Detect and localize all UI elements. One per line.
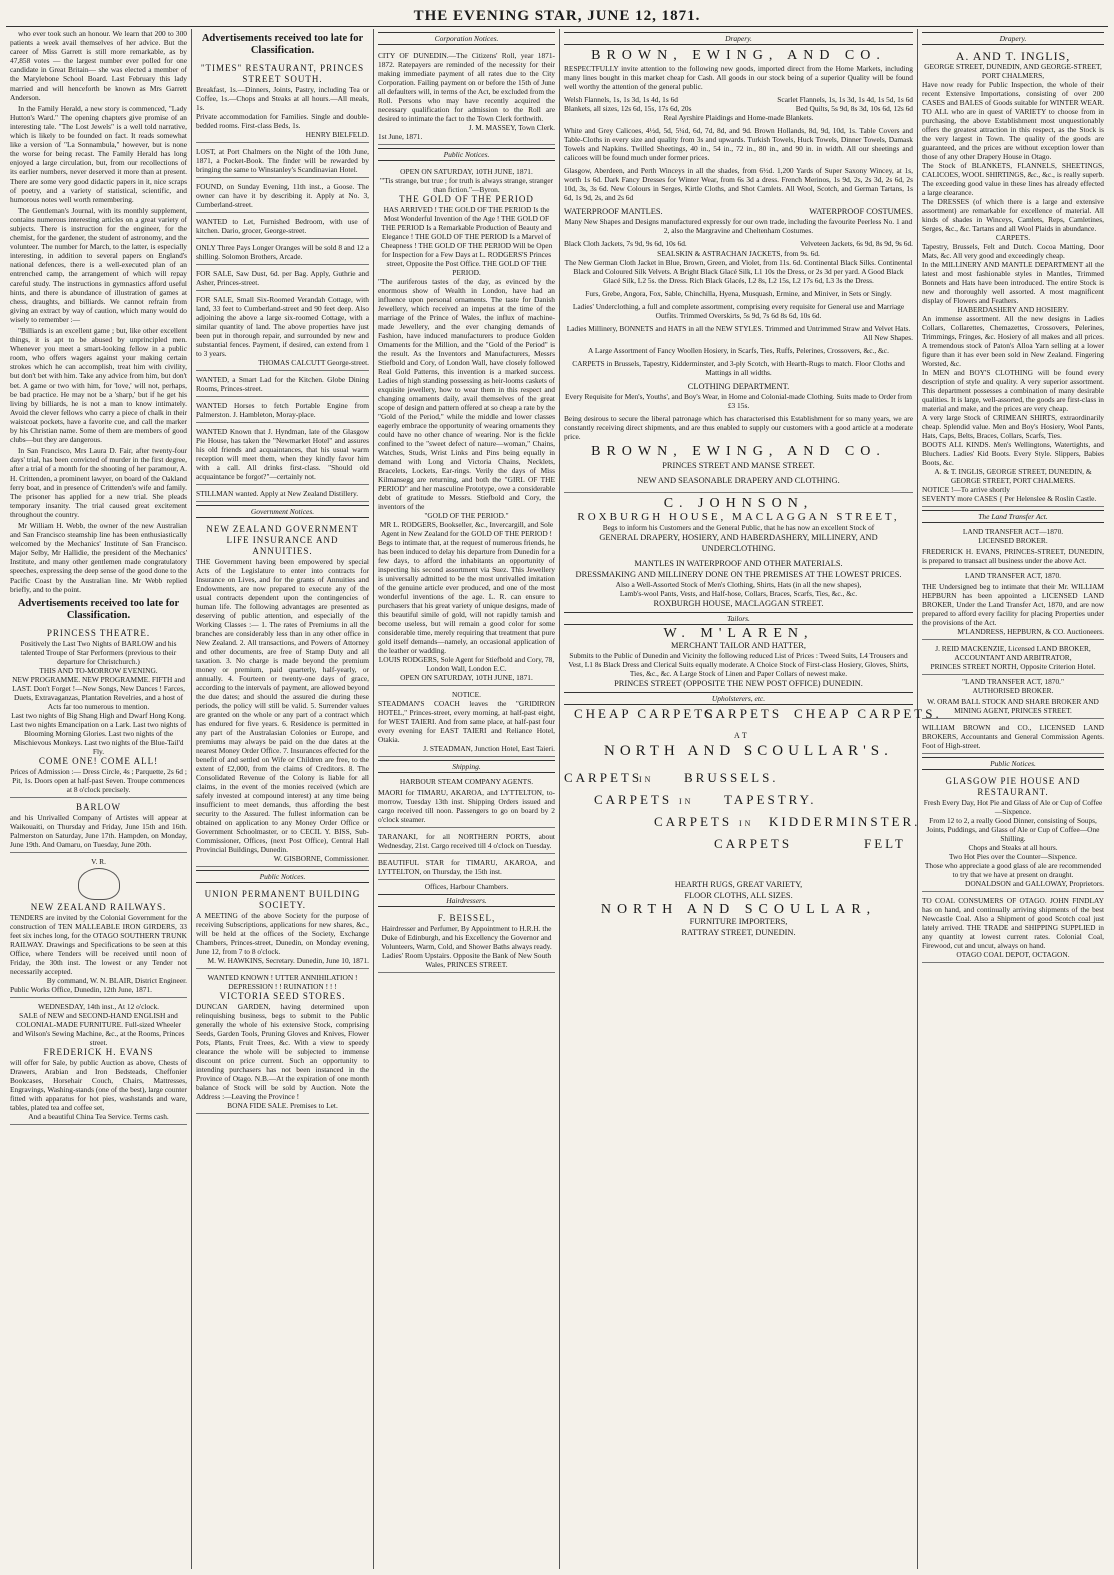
ad-building-society bbox=[196, 887, 369, 969]
ad-body: RESPECTFULLY invite attention to the following new goods, imported direct from the Home Markets, including many lines bought in this market cheap for Cash. All goods in our stock being of a superior Quality will be found well worthy the attention of the general public. bbox=[564, 64, 913, 92]
ad-title: BARLOW bbox=[76, 801, 121, 812]
section-heading: Public Notices. bbox=[196, 870, 369, 883]
price-item: Black Cloth Jackets, 7s 9d, 9s 6d, 10s 6d. bbox=[564, 239, 687, 249]
ad-body: Public Works Office, Dunedin, 12th June, 1871. bbox=[10, 984, 153, 994]
ad-body: Ladies Millinery, BONNETS and HATS in all the NEW STYLES. Trimmed and Untrimmed Straw and Velvet Hats. bbox=[566, 323, 911, 333]
price-row bbox=[564, 239, 913, 248]
ad-body: Hairdresser and Perfumer, By Appointment to H.R.H. the Duke of Edinburgh, and his Excellency the Governor and Volunteers, Warm, Cold, and Shower Baths always ready. Ladies' Room Upstairs. Opposite the Bank of New South Wales, PRINCES STREET. bbox=[381, 924, 552, 970]
ad-body: "GOLD OF THE PERIOD." bbox=[424, 511, 509, 521]
ad-title: VICTORIA SEED STORES. bbox=[219, 991, 346, 1002]
section-heading: Shipping. bbox=[378, 760, 555, 773]
ad-text: FELT bbox=[864, 836, 906, 852]
ad-furniture-sale bbox=[10, 1000, 187, 1125]
ad-gold-of-the-period bbox=[378, 165, 555, 686]
article-paragraph: In San Francisco, Mrs Laura D. Fair, after twenty-four days' trial, has been convicted of murder in the first degree, after a trial of a month for the shooting of her paramour, A. H. Crittenden, a prominent lawyer, on board of the Oakland ferry boat, and in presence of Crittenden's wife and family. The prisoner has applied for a new trial. She pleads temporary insanity. The trial caused great excitement throughout the country. bbox=[10, 446, 187, 519]
ad-text: IN bbox=[639, 775, 654, 785]
ad-body: Positively the Last Two Nights of BARLOW and his talented Troupe of Star Performers (previous to their departure for Christchurch.) bbox=[20, 638, 177, 666]
ad-body: Chops and Steaks at all hours. bbox=[968, 843, 1058, 853]
ad-land-broker bbox=[922, 642, 1104, 675]
ad-land-broker: FREDERICK H. EVANS, PRINCES-STREET, DUNEDIN, is prepared to transact all business under the above Act. bbox=[922, 545, 1104, 569]
ad-text: IN bbox=[679, 797, 694, 807]
ad-times-restaurant bbox=[196, 61, 369, 143]
ad-seed-stores bbox=[196, 971, 369, 1114]
ad-subtitle: MERCHANT TAILOR AND HATTER, bbox=[671, 641, 806, 651]
ad-body: DUNCAN GARDEN, having determined upon relinquishing business, begs to submit to the Public generally the whole of his extensive Stock, comprising Seeds, Garden Tools, Pruning Gloves and Knives, Flower Pots, Plants, Fruit Trees, &c. With a view to speedy clearance the whole will be subjected to immense discount on price current. Such an opportunity to intending purchasers has not been instanced in the Province of Otago. N.B.—At the expiration of one month balance of Stock will be sold by Auction. Note the Address :—Leaving the Province ! bbox=[196, 1002, 369, 1102]
ad-body: BOOTS ALL KINDS. Men's Wellingtons, Watertights, and Bluchers. Ladies' Kid Boots. Every Style. Slippers, Babies Boots, &c. bbox=[922, 440, 1104, 468]
price-item: Velveteen Jackets, 6s 9d, 8s 9d, 9s 6d. bbox=[800, 239, 913, 249]
ad-body: HAS ARRIVED ! THE GOLD OF THE PERIOD Is the Most Wonderful Invention of the Age ! THE GOLD OF THE PERIOD Is a Remarkable Production of Beauty and Elegance ! THE GOLD OF THE PERIOD Is a Marvel of Cheapness ! THE GOLD OF THE PERIOD Will be Open for Inspection for a Few Days at L. RODGERS'S Princes street, Opposite the Post Office. THE GOLD OF THE PERIOD. bbox=[380, 205, 553, 278]
ad-body: MR L. RODGERS, Bookseller, &c., Invercargill, and Sole Agent in New Zealand for the GOLD OF THE PERIOD ! bbox=[379, 520, 554, 539]
ad-text: CARPETS bbox=[654, 814, 733, 830]
ad-body: All New Shapes. bbox=[863, 332, 913, 342]
price-item: Blankets, all sizes, 12s 6d, 15s, 17s 6d, 20s bbox=[564, 104, 692, 114]
ad-signature: J. STEADMAN, Junction Hotel, East Taieri. bbox=[423, 744, 555, 754]
vr-label: V. R. bbox=[91, 856, 106, 866]
ad-body: LAND TRANSFER ACT, 1870. bbox=[964, 571, 1062, 581]
ad-text: KIDDERMINSTER. bbox=[769, 814, 921, 830]
price-item: WATERPROOF COSTUMES. bbox=[809, 207, 913, 217]
ad-signature: By command, W. N. BLAIR, District Engineer. bbox=[46, 975, 187, 985]
price-row bbox=[564, 104, 913, 113]
ad-coal bbox=[922, 894, 1104, 963]
ad-body: NOTICE !—To arrive shortly bbox=[922, 485, 1010, 495]
ad-city-notice bbox=[378, 49, 555, 145]
ad-title: BROWN, EWING, AND CO. bbox=[591, 443, 886, 459]
royal-crest-icon bbox=[78, 868, 120, 900]
ad-title: "TIMES" RESTAURANT, PRINCES STREET SOUTH. bbox=[200, 63, 365, 84]
price-item: Welsh Flannels, 1s, 1s 3d, 1s 4d, 1s 6d bbox=[564, 95, 678, 105]
ad-text: IN bbox=[739, 819, 754, 829]
section-heading: Advertisements received too late for Classification. bbox=[17, 597, 180, 621]
ad-body: TENDERS are invited by the Colonial Government for the construction of TEN MALLEABLE IRON GIRDERS, 33 feet six inches long, for the OTAGO SOUTHERN TRUNK RAILWAY. Drawings and Specifications to be seen at this Office, where Tenders will be received until noon of Friday, the 30th inst. The lowest or any Tender not necessarily accepted. bbox=[10, 912, 187, 976]
ad-body: PRINCES STREET NORTH, Opposite Criterion Hotel. bbox=[930, 662, 1096, 672]
ad-subtitle: FURNITURE IMPORTERS, bbox=[689, 917, 788, 927]
ad-body: J. REID MACKENZIE, Licensed LAND BROKER, ACCOUNTANT AND ARBITRATOR, bbox=[935, 644, 1091, 663]
ad-body: Submits to the Public of Dunedin and Vicinity the following reduced List of Prices : Tweed Suits, L4 Trousers and Vest, L1 8s Black Dress and Clerical Suits equally moderate. A Choice Stock of First-class Hosiery, Gloves, Shirts, Ties, &c., &c. A Large Stock of Linen and Paper Collars of newest make. bbox=[568, 651, 909, 679]
ad-land-broker: WILLIAM BROWN and CO., LICENSED LAND BROKERS, Accountants and General Commission Agents. Foot of High-street. bbox=[922, 721, 1104, 754]
ad-coach bbox=[378, 688, 555, 757]
ad-body: A very large Stock of CRIMEAN SHIRTS, extraordinarily cheap. Splendid value. Men and Boy's Hosiery, Wool Pants, Hats, Caps, Belts, Braces, Collars, Scarfs, Ties. bbox=[922, 413, 1104, 441]
ad-wanted: WANTED Horses to fetch Portable Engine from Palmerston. J. Hambleton, Moray-place. bbox=[196, 399, 369, 423]
ad-body: CARPETS in Brussels, Tapestry, Kidderminster, and 3-ply Scotch, with Hearth-Rugs to match. Floor Cloths and Mattings in all widths. bbox=[572, 358, 905, 377]
ad-subtitle: ROXBURGH HOUSE, MACLAGGAN STREET. bbox=[653, 598, 824, 608]
ad-title: C. JOHNSON, bbox=[663, 495, 814, 511]
ad-body: Furs, Grebe, Angora, Fox, Sable, Chinchilla, Hyena, Musquash, Ermine, and Miniver, in Sets or Singly. bbox=[585, 288, 892, 298]
ad-body: Offices, Harbour Chambers. bbox=[424, 882, 509, 892]
ad-title: GLASGOW PIE HOUSE AND RESTAURANT. bbox=[945, 776, 1081, 798]
ad-body: OPEN ON SATURDAY, 10TH JUNE, 1871. bbox=[400, 167, 533, 177]
ad-body: LICENSED BROKER. bbox=[978, 536, 1048, 546]
ad-text: CARPETS bbox=[714, 836, 793, 852]
ad-body: In MEN and BOY'S CLOTHING will be found every description of style and quality. A very superior assortment. This department possesses a combination of many desirable qualities. It is large, well-assorted, the goods are first-class in material and make, and the prices are very cheap. bbox=[922, 368, 1104, 414]
ad-subtitle: PRINCES STREET (OPPOSITE THE NEW POST OFFICE) DUNEDIN. bbox=[614, 679, 863, 689]
ad-railways bbox=[10, 855, 187, 998]
column-5 bbox=[918, 29, 1108, 1569]
ad-subtitle: HEARTH RUGS, GREAT VARIETY, bbox=[674, 880, 803, 890]
price-item: Scarlet Flannels, 1s, 1s 3d, 1s 4d, 1s 5d, 1s 6d bbox=[777, 95, 913, 105]
ad-subtitle: NEW AND SEASONABLE DRAPERY AND CLOTHING. bbox=[637, 475, 840, 485]
section-heading: Upholsterers, etc. bbox=[564, 692, 913, 705]
ad-text: CHEAP CARPETS. bbox=[794, 706, 942, 722]
ad-body: HABERDASHERY AND HOSIERY. bbox=[957, 305, 1069, 315]
ad-body: THIS AND TO-MORROW EVENING. bbox=[39, 665, 158, 675]
ad-hairdresser bbox=[378, 911, 555, 973]
ad-signature: J. M. MASSEY, Town Clerk. bbox=[468, 123, 555, 133]
ad-subtitle: ROXBURGH HOUSE, MACLAGGAN STREET, bbox=[577, 510, 900, 523]
ad-text: CARPETS bbox=[704, 706, 783, 722]
ad-stillman: STILLMAN wanted. Apply at New Zealand Distillery. bbox=[196, 487, 369, 502]
ad-title: F. BEISSEL, bbox=[437, 913, 496, 924]
ad-title: NEW ZEALAND RAILWAYS. bbox=[30, 901, 167, 912]
ad-body: Tapestry, Brussels, Felt and Dutch. Cocoa Matting, Door Mats, &c. All very good and exceedingly cheap. bbox=[922, 242, 1104, 261]
price-row bbox=[564, 95, 913, 104]
ad-body: Last two nights of Big Shang High and Dwarf Hong Kong. Last two nights Emancipation on a Lark. Last two nights of Blooming Morning Glories. Last two nights of the Mischievous Monkeys. Last two nights of the Blue-Tail'd Fly. bbox=[10, 710, 187, 756]
column-1 bbox=[6, 29, 192, 1569]
ad-body: A MEETING of the above Society for the purpose of receiving Subscriptions, applications for new shares, &c., will be held at the offices of the Society, Exchange Chambers, Princes-street, Dunedin, on Monday evening, June 12, from 7 to 8 o'clock. bbox=[196, 911, 369, 957]
ad-title: NORTH AND SCOULLAR, bbox=[600, 902, 877, 918]
ad-signature: M. W. HAWKINS, Secretary. Dunedin, June 10, 1871. bbox=[207, 956, 369, 966]
ad-subtitle: PRINCES STREET AND MANSE STREET. bbox=[662, 460, 815, 470]
ad-body: NOTICE. bbox=[452, 690, 481, 700]
ad-body: Begs to intimate that, at the request of numerous friends, he has been induced to delay his departure from Dunedin for a few days, to afford the inhabitants an opportunity of inspecting his second assortment via Suez. This Jewellery is universally admitted to be the most unrivalled imitation of the genuine article ever produced, and one of the most wonderful inventions of the age. L. R. can ensure to purchasers that his great variety of unique designs, made of this beautiful simile of gold, will not rapidly tarnish and become useless, but will remain a good color for some considerable time, merely requiring that treatment that pure gold itself demands—namely, an occasional application of the leather or wadding. bbox=[378, 538, 555, 656]
ad-body: BONA FIDE SALE. Premises to Let. bbox=[227, 1101, 338, 1111]
ad-body: Breakfast, 1s.—Dinners, Joints, Pastry, including Tea or Coffee, 1s.—Chops and Steaks at all hours.—All meals, 1s. bbox=[196, 85, 369, 112]
ad-wanted: WANTED to Let, Furnished Bedroom, with use of kitchen. Dario, grocer, George-street. bbox=[196, 215, 369, 239]
ad-body: A. & T. INGLIS, GEORGE STREET, DUNEDIN, & GEORGE STREET, PORT CHALMERS. bbox=[934, 467, 1092, 486]
ad-body: will offer for Sale, by public Auction as above, Chests of Drawers, Arabian and Iron Bedsteads, Cheffonier Bookcases, Horsehair Couch, Chairs, Mattresses, Engravings, Washing-stands (one of the best), large counter fitted with apparatus for hot pies, washstands and ware, tables, plated tea and coffee set, bbox=[10, 1057, 187, 1112]
article-paragraph: The Gentleman's Journal, with its monthly supplement, contains numerous interesting articles on a great variety of subjects. There is instruction for the engineer, for the chemist, for the gardener, the student of astronomy, and the volunteer. The number for March, to the latter, is especially interesting, in addition to several papers on England's national defences, there is a well-executed plan of an entrenched camp, the arrangement of which will repay careful study. The instructions in gymnastics afford useful hints, and there is abundance of illustration of games at chess, draughts, and billiards. We cannot refrain from giving an extract by way of caution, which many would do wisely to remember :— bbox=[10, 205, 187, 324]
article-paragraph: who ever took such an honour. We learn that 200 to 300 patients a week avail themselves of her advice. But the career of Miss Garrett is still more remarkable, as by 47,858 votes — the largest number ever polled for one candidate in Great Britain— she was elected a member of the Marylebone School Board. Last February this lady married and will henceforth be known as Mrs Garrett Anderson. bbox=[10, 29, 187, 102]
ad-body: Glasgow, Aberdeen, and Perth Winceys in all the shades, from 6½d. 1,200 Yards of Super Saxony Wincey, at 1s, worth 1s 6d. Dark Fancy Dresses for Winter Wear, from 6s 3d a dress. French Merinos, 1s 9d, 2s, 2s 3d, 2s 6d, 2s 10d, 3s, 3s 6d. New Colours in Serges, Kirtle Cloths, and Shot Camlets. All Wool, Scotch, and German Tartans, 1s 6d, 1s 9d, 2s, and 2s 6d bbox=[564, 166, 913, 203]
ad-wanted: WANTED Known that J. Hyndman, late of the Glasgow Pie House, has taken the "Newmarket Hotel" and assures his old friends and acquaintances, that his usual warm reception will meet them, when they kindly favor him with a call. All drinks first-class. "Should old acquaintance be forgot?"—certainly not. bbox=[196, 425, 369, 485]
ad-text: TAPESTRY. bbox=[724, 792, 817, 808]
ad-body: LAND TRANSFER ACT—1870. bbox=[962, 527, 1064, 537]
ad-body: In the MILLINERY AND MANTLE DEPARTMENT all the latest and most fashionable styles in Mantles, Trimmed Bonnets and Hats have been introduced. The entire Stock is new and thoroughly well assorted. A most magnificent display of Flowers and Feathers. bbox=[922, 260, 1104, 306]
column-2 bbox=[192, 29, 374, 1569]
price-item: WATERPROOF MANTLES. bbox=[564, 207, 663, 217]
ad-text: NORTH AND SCOULLAR'S. bbox=[604, 743, 893, 760]
ad-princess-theatre bbox=[10, 626, 187, 798]
ad-body: HARBOUR STEAM COMPANY AGENTS. bbox=[399, 777, 534, 787]
article-paragraph: In the Family Herald, a new story is commenced, "Lady Hutton's Ward." The opening chapters give promise of an interesting tale. "The Lost Jewels" is a well told narrative, which is likely to be founded on fact. It reads somewhat like a version of "La Sonnambula," however, but is none the worse for being recast. The Family Herald has long enjoyed a large circulation, but, from our recollections of its earlier numbers, never deserved it more than at present. There are some very good didactic papers in it, nice scraps of poetry, and a variety of statistical, scientific, and humorous notes well worth remembering. bbox=[10, 103, 187, 204]
ad-life-insurance bbox=[196, 522, 369, 867]
ad-share-broker: W. ORAM BALL STOCK AND SHARE BROKER AND MINING AGENT, PRINCES STREET. bbox=[922, 695, 1104, 719]
ad-body: Begs to inform his Customers and the General Public, that he has now an excellent Stock of bbox=[602, 522, 875, 532]
ad-body: Prices of Admission :— Dress Circle, 4s ; Parquette, 2s 6d ; Pit, 1s. Doors open at half-past Seven. Troupe commences at 8 o'clock precisely. bbox=[10, 766, 187, 794]
section-heading: Public Notices. bbox=[378, 148, 555, 161]
ad-body: THE Government having been empowered by special Acts of the Legislature to enter into contracts for Insurance on Lives, and for the grants of Annuities and Endowments, are now prepared to execute any of the usual contracts dependent upon the contingencies of human life. The following advantages are presented as deserving of public attention, and especially of the Working Classes :— 1. The rates of Premiums in all the branches are considerably less than in any other office in New Zealand. 2. All transactions, and Powers of Attorney and other documents, are free of Stamp Duty and all taxation. 3. No charge is made beyond the premium money or premium, paid quarterly, half-yearly, or annually. 4. Fourteen or twenty-one days of grace, according to the intervals of payment, are allowed beyond the due dates; and should the assured die during these periods, the policy will still be valid. 5. Surrender values are granted on the whole or any part of a contract which has endured for five years. 6. Residence is permitted in any part of the Australasian Colonies or Europe, and premiums may always be paid on the due dates at the nearest Money Order Office. 7. Insurances effected for the benefit of and settled on Wife or Children are free, to the extent of £2,000, from the claims of Creditors. 8. The Consolidated Revenue of the Colony is liable for all claims, in the event of the monies received (which are safely invested at compound interest) at any time being insufficient to meet demands, thus affording the best security to the Assured. The fullest information can be obtained on application to any Money Order Office or Government Schoolmaster, or to CECIL Y. BISS, Sub-Commissioner, Offices, (next Post Office), Central Hall Provincial Buildings, Dunedin. bbox=[196, 557, 369, 855]
ad-body: "The auriferous tastes of the day, as evinced by the enormous show of Wealth in London, have had an influence upon personal ornaments. The taste for Danish Jewellery, which received an impetus at the time of the marriage of the Prince of Wales, the influx of machine-made Jewellery, and the ever changing demands of Fashion, have induced manufacturers to produce Golden Ornaments for the Million, and the "Gold of the Period" is the result. As the Inventors and Manufacturers, Messrs Stiefbold and Cory, of London Wall, have closely followed Real Gold Patterns, this invention is a marked success. Ladies of high standing possessing as heir-looms caskets of exquisite jewellery, how to wear them in this respect and changing ornaments daily, avail themselves of the great scope of design and pattern offered at so cheap a rate by the "Gold of the Period," while the middle and lower classes eagerly embrace the opportunity of wearing ornaments they could have no other chance of wearing. Nor is the fickle confined to the "sweet defect of nature—woman," Chains, Watches, Studs, Wrist Links and Pins being equally in demand with Long and Victoria Chains, Necklets, Bracelets, Lockets, Ear-rings. Verily the days of Miss Kilmansegg are returning, and both the "GIRL OF THE PERIOD" and her masculine Prototype, owe a considerable debt of gratitude to Messrs. Stiefbold and Cory, the inventors of the bbox=[378, 277, 555, 512]
ad-title: W. M'LAREN, bbox=[663, 625, 814, 641]
ad-subtitle: CLOTHING DEPARTMENT. bbox=[687, 381, 790, 391]
ad-body: The DRESSES (of which there is a large and extensive assortment) are remarkable for excellence of material. All kinds of shades in Winceys, Camlets, Reps, Camletines, Serges, &c., &c. Tartans and all Wool Plaids in abundance. bbox=[922, 197, 1104, 234]
ad-body: A Large Assortment of Fancy Woollen Hosiery, in Scarfs, Ties, Ruffs, Pelerines, Crossovers, &c., &c. bbox=[588, 345, 889, 355]
ad-signature: M'LANDRESS, HEPBURN, & CO. Auctioneers. bbox=[957, 627, 1104, 637]
ad-body: THE Undersigned beg to intimate that their Mr. WILLIAM HEPBURN has been appointed a LICENSED LAND BROKER, Under the Land Transfer Act, 1870, and are now prepared to afford every facility for placing Properties under the provisions of the Act. bbox=[922, 582, 1104, 628]
ad-signature: W. GISBORNE, Commissioner. bbox=[273, 854, 369, 864]
column-3 bbox=[374, 29, 560, 1569]
ad-body: Many New Shapes and Designs manufactured expressly for our own trade, including the favourite Peerless No. 1 and 2, also the Margravine and Cheltenham Costumes. bbox=[564, 217, 913, 236]
ad-body: WEDNESDAY, 14th inst., At 12 o'clock. bbox=[37, 1001, 160, 1011]
ad-text: AT bbox=[734, 731, 750, 741]
ad-inglis bbox=[922, 49, 1104, 507]
ad-body: White and Grey Calicoes, 4½d, 5d, 5¼d, 6d, 7d, 8d, and 9d. Brown Hollands, 8d, 9d, 10d, 1s. Table Covers and Table-Cloths in every size and quality from 3s and upwards. Turkish Towels, Huck Towels, Dinner Towels, Damask Towels and Napkins. Twilled Sheetings, 40 in., 54 in., 72 in., 80 in., and 90 in. in width. All our sheetings and calicoes will be found much under former prices. bbox=[564, 126, 913, 163]
ad-text: BRUSSELS. bbox=[684, 770, 779, 786]
ad-oranges: ONLY Three Pays Longer Oranges will be sold 8 and 12 a shilling. Solomon Brothers, Arcade. bbox=[196, 241, 369, 265]
ad-body: Two Hot Pies over the Counter—Sixpence. bbox=[949, 852, 1077, 862]
ad-body: The Stock of BLANKETS, FLANNELS, SHEETINGS, CALICOES, WOOL SHIRTINGS, &c., &c., is really superb. The exceeding good value in these lines has already effected a large clearance. bbox=[922, 161, 1104, 198]
ad-shipping: BEAUTIFUL STAR for TIMARU, AKAROA, and LYTTELTON, on Thursday, the 15th inst. bbox=[378, 856, 555, 880]
ad-title: THE GOLD OF THE PERIOD bbox=[399, 194, 534, 205]
price-item: Real Ayrshire Plaidings and Home-made Blankets. bbox=[663, 113, 814, 123]
ad-body: SALE of NEW and SECOND-HAND ENGLISH and COLONIAL-MADE FURNITURE. Full-sized Wheeler and Wilson's Sewing Machine, &c., at the Rooms, Princes street. bbox=[12, 1010, 185, 1047]
ad-body: OTAGO COAL DEPOT, OCTAGON. bbox=[956, 950, 1070, 960]
ad-body: From 12 to 2, a really Good Dinner, consisting of Soups, Joints, Puddings, and Glass of Ale or Cup of Coffee—One Shilling. bbox=[926, 816, 1100, 844]
section-heading: The Land Transfer Act. bbox=[922, 510, 1104, 523]
section-heading: Hairdressers. bbox=[378, 894, 555, 907]
ad-body: "'Tis strange, but true ; for truth is always strange, stranger than fiction."—Byron. bbox=[379, 176, 554, 195]
ad-body: Being desirous to secure the liberal patronage which has characterised this Establishment for so many years, we are constantly receiving direct shipments, and are thus enabled to supply our customers with a good article at a moderate price. bbox=[564, 413, 913, 441]
ad-wanted: WANTED, a Smart Lad for the Kitchen. Globe Dining Rooms, Princes-street. bbox=[196, 373, 369, 397]
ad-subtitle: DRESSMAKING AND MILLINERY DONE ON THE PREMISES AT THE LOWEST PRICES. bbox=[575, 569, 902, 579]
carpets-ad bbox=[564, 706, 942, 879]
ad-body: Have now ready for Public Inspection, the whole of their recent Extensive Importations, consisting of over 200 CASES and BALES of Goods suitable for WINTER WEAR. TO ALL who are in quest of VARIETY to choose from in purchasing, the above Establishment most unquestionably offers the greatest attraction in this respect, as the Stock is the very largest in Town. The quality of the goods are guaranteed, and the prices are without exception lower than those of any other Drapery House in Otago. bbox=[922, 80, 1104, 162]
ad-cottage-sale bbox=[196, 293, 369, 371]
section-heading: Advertisements received too late for Classification. bbox=[201, 33, 364, 56]
ad-body: An immense assortment. All the new designs in Ladies Collars, Collarettes, Chemazettes, Crossovers, Pelerines, Trimmings, Fringes, &c. Hosiery of all makes and all prices. A tremendous stock of Paton's Alloa Yarn selling at a lower figure than it has ever been sold in New Zealand. Fingering Worsted, &c. bbox=[922, 314, 1104, 369]
ad-body: TO COAL CONSUMERS OF OTAGO. JOHN FINDLAY has on hand, and continually arriving shipments of the best Newcastle Coal. Also a Shipment of good Scotch coal just lately arrived. THE TRADE and SHIPPING SUPPLIED in any quantity at lowest current rates. Colonial Coal, Firewood, cut and uncut, always on hand. bbox=[922, 896, 1104, 951]
ad-body: Private accommodation for Families. Single and double-bedded rooms. First-class Beds, 1s. bbox=[196, 112, 369, 130]
ad-title: A. AND T. INGLIS, bbox=[955, 49, 1071, 64]
ad-lost: LOST, at Port Chalmers on the Night of the 10th June, 1871, a Pocket-Book. The finder will be rewarded by bringing the same to Winstanley's Scandinavian Hotel. bbox=[196, 145, 369, 178]
ad-body: FOR SALE, Small Six-Roomed Verandah Cottage, with land, 33 feet to Cumberland-street and 90 feet deep. Also adjoining the above a large six-roomed Cottage, with a similar quantity of land. The above properties have just been put in thorough repair, and surrounded by new and substantial fences. Payment, if desired, can extend from 1 to 3 years. bbox=[196, 295, 369, 358]
ad-title: BROWN, EWING, AND CO. bbox=[591, 48, 886, 64]
ad-title: COME ONE! COME ALL! bbox=[38, 755, 159, 766]
ad-signature: DONALDSON and GALLOWAY, Proprietors. bbox=[965, 879, 1104, 889]
price-item: SEALSKIN & ASTRACHAN JACKETS, from 9s. 6d. bbox=[657, 248, 820, 258]
ad-body: "LAND TRANSFER ACT, 1870." bbox=[961, 677, 1065, 687]
ad-signature: HENRY BIELFELD. bbox=[305, 130, 369, 139]
ad-body: and his Unrivalled Company of Artistes will appear at Waikouaiti, on Thursday and Friday, June 15th and 16th. Palmerston on Saturday, June 17th. Hampden, on Monday, June 19th. And Oamaru, on Tuesday, June 20th. bbox=[10, 812, 187, 849]
section-heading: Drapery. bbox=[922, 32, 1104, 45]
ad-body: The New German Cloth Jacket in Blue, Brown, Green, and Violet, from 11s. 6d. Continental Black Silks. Continental Black and Coloured Silk Velvets. A Bright Black Glacé Silk, L1 10s the Dress, or 2s 3d per yard. A Good Black Glacé Silk, L2 5s. the Dress. Rich Black Glacés, L2 8s, L2 15s, L2 17s 6d, L3 3s the Dress. bbox=[564, 257, 913, 285]
ad-text: CARPETS bbox=[564, 770, 643, 786]
ad-body: Lamb's-wool Pants, Vests, and Half-hose, Collars, Braces, Scarfs, Ties, &c., &c. bbox=[619, 588, 858, 598]
ad-title: FREDERICK H. EVANS bbox=[43, 1046, 154, 1057]
ad-body: CITY OF DUNEDIN.—The Citizens' Roll, year 1871-1872. Ratepayers are reminded of the necessity for their making immediate payment of all rates due to the City Corporation. Failing payment on or before the 15th of June all defaulters will, in terms of the Act, be excluded from the Roll. Persons who may have recently acquired the necessary qualification for admission to the Roll are desired to intimate the fact to the Town Clerk forthwith. bbox=[378, 51, 555, 124]
column-4 bbox=[560, 29, 942, 1569]
ad-body: AUTHORISED BROKER. bbox=[972, 686, 1054, 696]
ad-body: GEORGE STREET, DUNEDIN, AND GEORGE-STREET, PORT CHALMERS, bbox=[924, 62, 1102, 81]
ad-title: UNION PERMANENT BUILDING SOCIETY. bbox=[204, 889, 361, 911]
ad-body: SEVENTY more CASES { Per Helenslee & Roslin Castle. bbox=[922, 494, 1097, 504]
ad-subtitle: FLOOR CLOTHS, ALL SIZES. bbox=[684, 891, 793, 901]
ad-body: Every Requisite for Men's, Youths', and Boy's Wear, in Home and Colonial-made Clothing. Suits made to Order from £3 15s. bbox=[565, 391, 912, 410]
section-heading: Corporation Notices. bbox=[378, 32, 555, 45]
price-item: Bed Quilts, 5s 9d, 8s 3d, 10s 6d, 12s 6d bbox=[795, 104, 913, 114]
ad-signature: THOMAS CALCUTT George-street. bbox=[258, 358, 369, 367]
ad-title: PRINCESS THEATRE. bbox=[46, 627, 151, 638]
ad-pie-house bbox=[922, 774, 1104, 892]
section-heading: Public Notices. bbox=[922, 757, 1104, 770]
section-heading: Government Notices. bbox=[196, 505, 369, 518]
ad-body: LOUIS RODGERS, Sole Agent for Stiefbold and Cory, 78, London Wall, London E.C. bbox=[378, 655, 555, 674]
ad-subtitle: MANTLES IN WATERPROOF AND OTHER MATERIALS. bbox=[634, 558, 843, 568]
ad-body: Ladies' Underclothing, a full and complete assortment, comprising every requisite for General use and Marriage Outfits. Trimmed Overskirts, 5s 9d, 7s 6d 8s 6d, 10s 6d. bbox=[572, 301, 905, 320]
ad-land-broker bbox=[922, 580, 1104, 640]
ad-body: 1st June, 1871. bbox=[378, 132, 423, 142]
ad-body: STEADMAN'S COACH leaves the "GRIDIRON HOTEL," Princes-street, every morning, at half-past eight, for WEST TAIERI. And from same place, at half-past four every evening for EAST TAIERI and Reliance Hotel, Otakia. bbox=[378, 699, 555, 745]
article-paragraph: "Billiards is an excellent game ; but, like other excellent things, it is apt to be abused by unprincipled men. Whenever you meet a smart-looking fellow in a public room, who offers wagers against your making certain strokes which he can accomplish, treat him with civility, but don't bet with him. Take any advice from him, but don't bet. A game or two with him, for 'love,' will not, perhaps, be bad practice. He may not be a 'sharp,' but if he get his living by billiards, he is not a man to know intimately. Avoid the clever fellows who carry a piece of chalk in their waistcoat pockets, have a favorite cue, and call the marker by his Christian name. Some of them are members of good clubs—but they are dangerous. bbox=[10, 326, 187, 445]
ad-body: Fresh Every Day, Hot Pie and Glass of Ale or Cup of Coffee—Sixpence. bbox=[923, 798, 1103, 817]
ad-for-sale: FOR SALE, Saw Dust, 6d. per Bag. Apply, Guthrie and Asher, Princes-street. bbox=[196, 267, 369, 291]
masthead: THE EVENING STAR, JUNE 12, 1871. bbox=[6, 6, 1108, 27]
ad-subtitle: GENERAL DRAPERY, HOSIERY, AND HABERDASHERY, MILLINERY, AND UNDERCLOTHING. bbox=[599, 532, 878, 553]
ad-subtitle: RATTRAY STREET, DUNEDIN. bbox=[681, 928, 796, 938]
ad-text: CHEAP CARPETS. bbox=[574, 706, 722, 722]
ad-body: CARPETS. bbox=[995, 233, 1031, 243]
price-row bbox=[564, 206, 913, 217]
columns bbox=[6, 29, 1108, 1569]
ad-body: OPEN ON SATURDAY, 10TH JUNE, 1871. bbox=[400, 673, 533, 683]
ad-text: CARPETS bbox=[594, 792, 673, 808]
article-paragraph: Mr William H. Webb, the owner of the new Australian and San Francisco steamship line has been enthusiastically welcomed by the Mechanics' Institute of San Francisco. Major Selby, Mr Hallidie, the president of the Mechanics' Institute, and many other gentlemen made congratulatory speeches, expressing the deep sense of the good done to the Pacific Coast by the Australian line. Mr Webb replied briefly, and to the point. bbox=[10, 520, 187, 594]
ad-body: Those who appreciate a good glass of ale are recommended to try that we have at present on draught. bbox=[924, 861, 1102, 880]
ad-found: FOUND, on Sunday Evening, 11th inst., a Goose. The owner can have it by describing it. Apply at No. 3, Cumberland-street. bbox=[196, 180, 369, 213]
ad-body: NEW PROGRAMME. NEW PROGRAMME. FIFTH and LAST. Don't Forget !—New Songs, New Dances ! Farces, Duets, Extravaganzas, Plantation Revelries, and a host of Acts far too numerous to mention. bbox=[12, 674, 185, 711]
section-heading: Tailors. bbox=[564, 612, 913, 625]
ad-body: WANTED KNOWN ! UTTER ANNIHILATION ! DEPRESSION ! ! RUINATION ! ! ! bbox=[207, 973, 358, 992]
ad-body: Also a Well-Assorted Stock of Men's Clothing, Shirts, Hats (in all the new shapes), bbox=[615, 579, 862, 589]
ad-body: And a beautiful China Tea Service. Terms cash. bbox=[28, 1111, 169, 1121]
ad-shipping: TARANAKI, for all NORTHERN PORTS, about Wednesday, 21st. Cargo received till 4 o'clock on Tuesday. bbox=[378, 830, 555, 854]
ad-barlow bbox=[10, 800, 187, 853]
ad-title: NEW ZEALAND GOVERNMENT LIFE INSURANCE AND ANNUITIES. bbox=[206, 524, 359, 557]
section-heading: Drapery. bbox=[564, 32, 913, 45]
ad-shipping: MAORI for TIMARU, AKAROA, and LYTTELTON, to-morrow, Tuesday 13th inst. Shipping Orders issued and cargo received till noon. Passengers to go on board by 2 o'clock steamer. bbox=[378, 786, 555, 828]
